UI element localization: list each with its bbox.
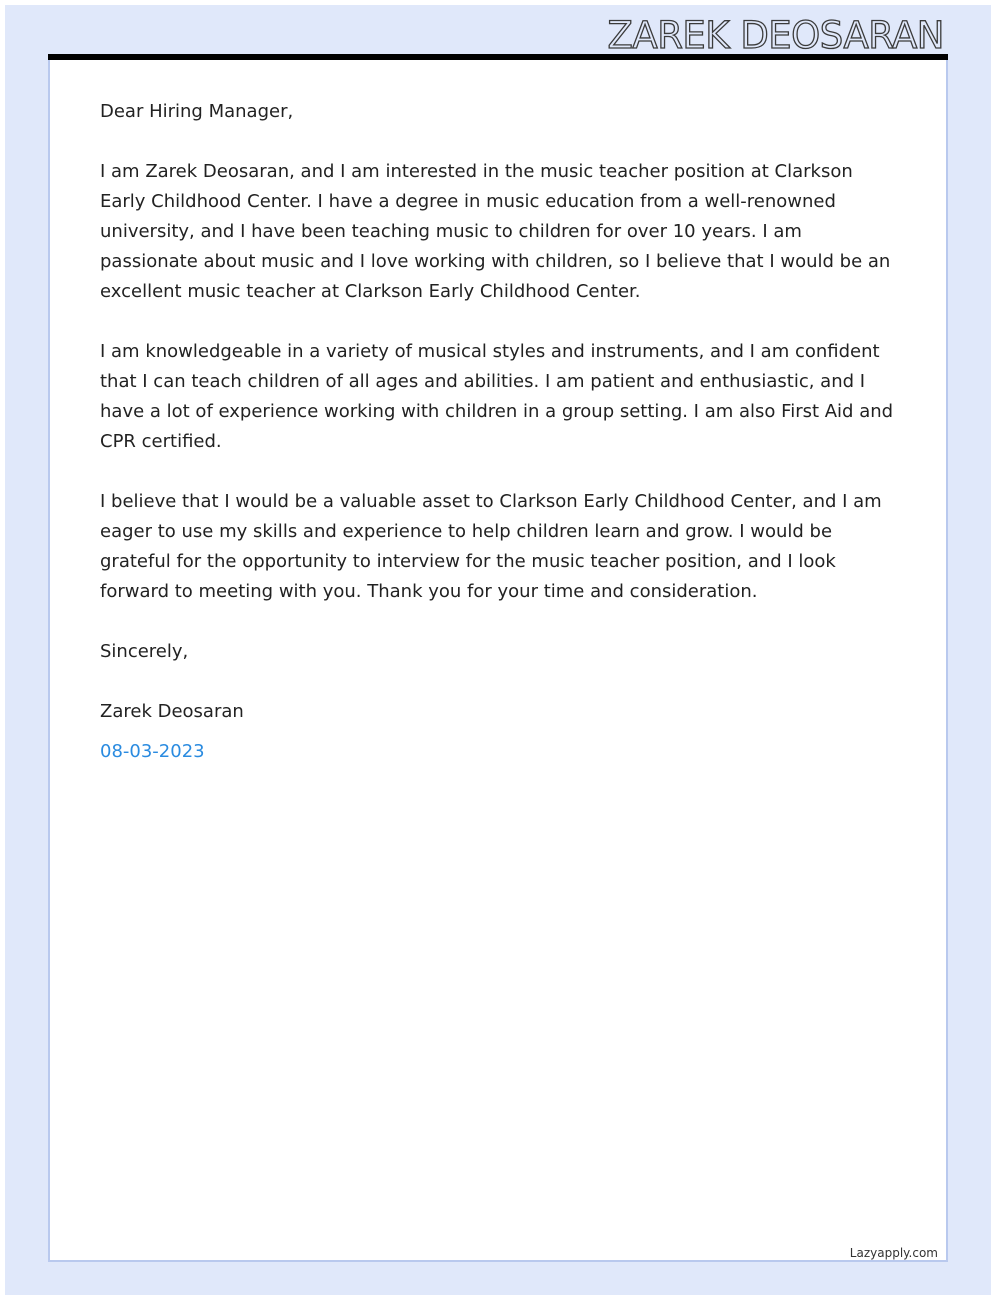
applicant-name-header: ZAREK DEOSARAN (607, 14, 944, 57)
paragraph-3: I believe that I would be a valuable asset to Clarkson Early Childhood Center, and I am eager to use my skills and experience to help children learn and grow. I would be grateful for the opportunity to interview for the music teacher position, and I look forward to meeting with you. Thank you for your time and consideration. (100, 491, 882, 602)
paragraph-1: I am Zarek Deosaran, and I am interested in the music teacher position at Clarkson Early Childhood Center. I have a degree in music education from a well-renowned university, and I have been teaching music to children for over 10 years. I am passionate about music and I love working with children, so I believe that I would be an excellent music teacher at Clarkson Early Childhood Center. (100, 161, 891, 302)
closing: Sincerely, (100, 641, 189, 662)
letter-date: 08-03-2023 (100, 741, 205, 762)
salutation: Dear Hiring Manager, (100, 101, 294, 122)
signature-name: Zarek Deosaran (100, 701, 244, 722)
paragraph-2: I am knowledgeable in a variety of musical styles and instruments, and I am confident that I can teach children of all ages and abilities. I am patient and enthusiastic, and I have a lot of experience working with children in a group setting. I am also First Aid and CPR certified. (100, 341, 894, 452)
footer-brand: Lazyapply.com (849, 1246, 938, 1260)
cover-letter-body (100, 97, 900, 767)
